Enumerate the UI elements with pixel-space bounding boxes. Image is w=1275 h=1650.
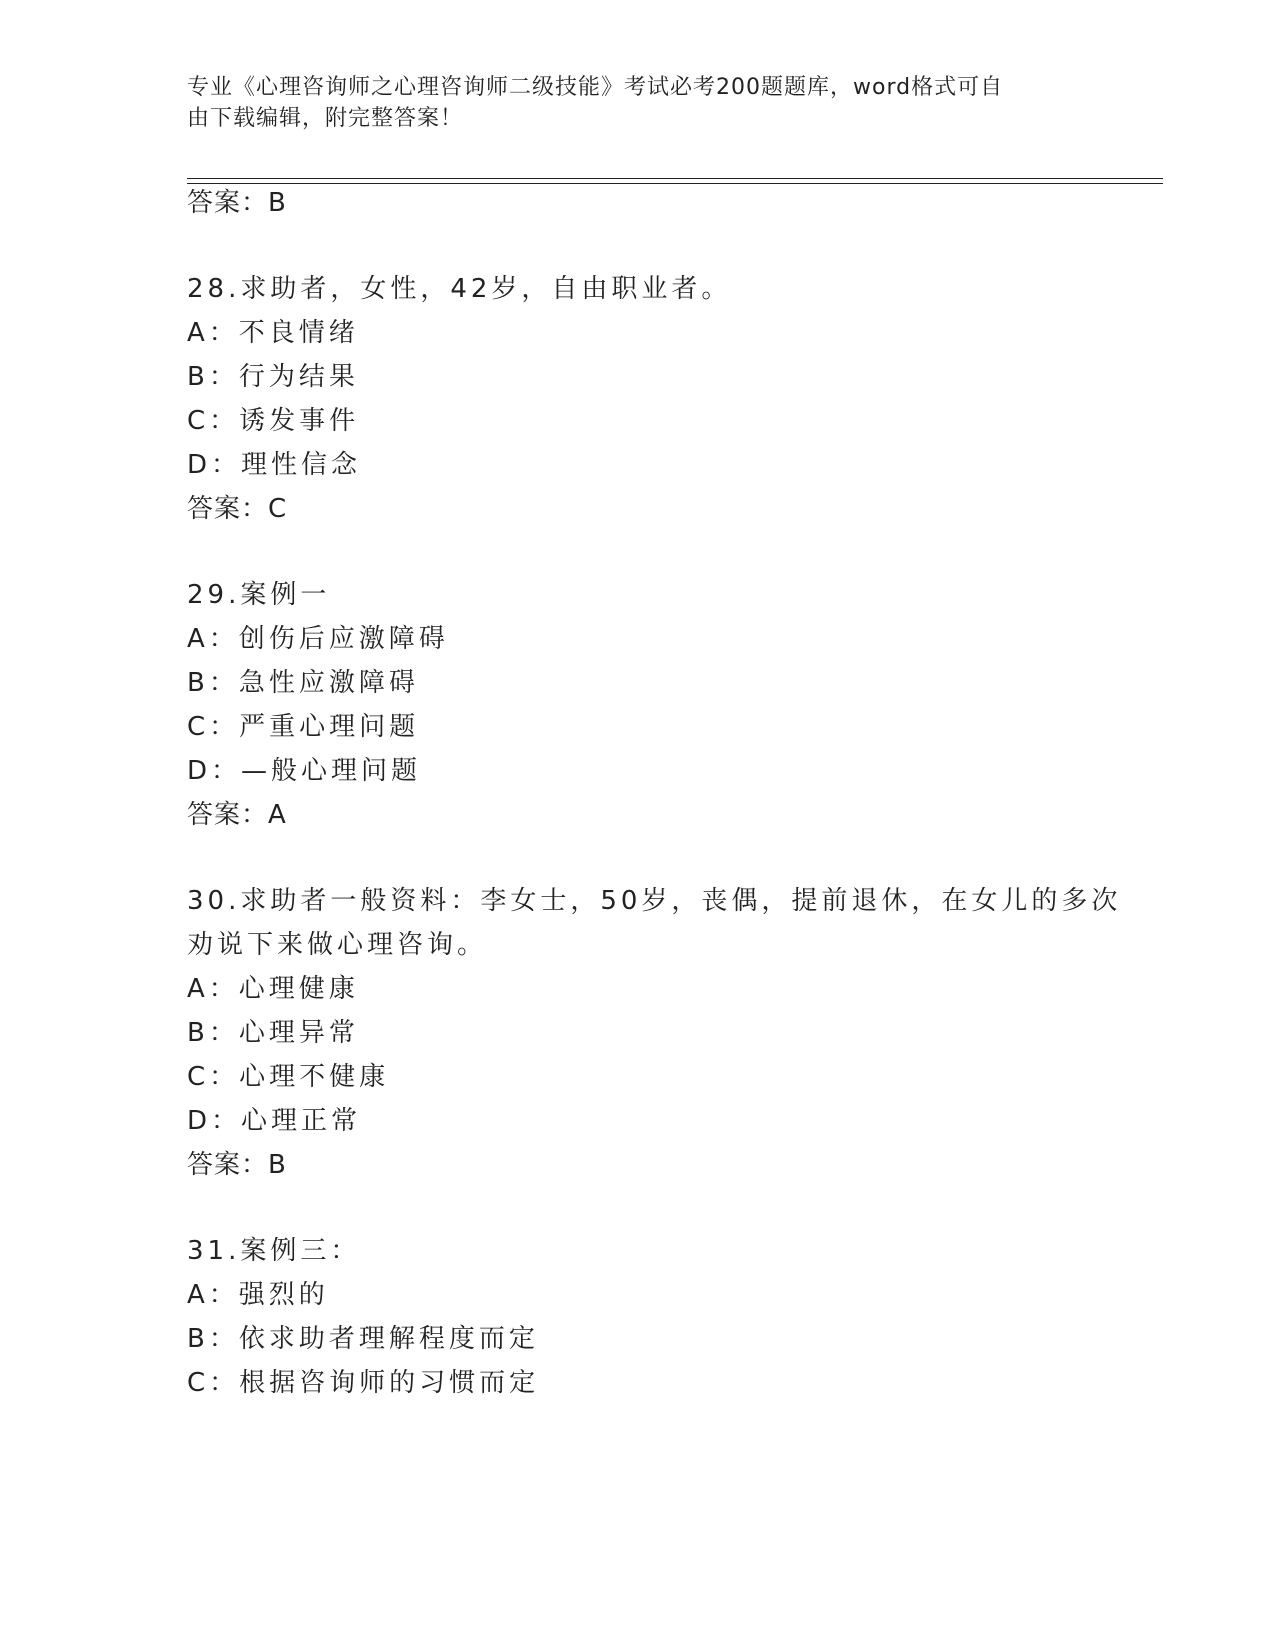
question-29-option-c: C：严重心理问题 [187,712,420,742]
question-28-option-b: B：行为结果 [187,362,359,392]
question-31-option-a: A：强烈的 [187,1280,329,1310]
answer-27: 答案：B [187,188,287,218]
question-31-option-b: B：依求助者理解程度而定 [187,1324,539,1354]
question-31-option-c: C：根据咨询师的习惯而定 [187,1368,540,1398]
document-header [187,72,1087,134]
header-divider-bottom [187,183,1163,184]
question-28-answer: 答案：C [187,494,288,524]
question-30-option-d: D：心理正常 [187,1106,362,1136]
question-30-answer: 答案：B [187,1150,287,1180]
question-29-answer: 答案：A [187,800,287,830]
header-line-1: 专业《心理咨询师之心理咨询师二级技能》考试必考200题题库，word格式可自 [187,75,1004,100]
question-29-option-b: B：急性应激障碍 [187,668,419,698]
question-29-option-d: D：—般心理问题 [187,756,422,786]
header-line-2: 由下载编辑，附完整答案！ [187,106,464,131]
question-30-stem-line-1: 30.求助者一般资料：李女士，50岁，丧偶，提前退休，在女儿的多次 [187,886,1122,916]
question-28-option-a: A：不良情绪 [187,318,359,348]
question-28-option-c: C：诱发事件 [187,406,360,436]
question-31-stem: 31.案例三： [187,1236,361,1266]
header-divider-top [187,178,1163,179]
question-30-option-b: B：心理异常 [187,1018,359,1048]
question-30-option-c: C：心理不健康 [187,1062,390,1092]
question-29-stem: 29.案例一 [187,580,331,610]
question-28-option-d: D：理性信念 [187,450,362,480]
question-30-option-a: A：心理健康 [187,974,359,1004]
question-30-stem-line-2: 劝说下来做心理咨询。 [187,930,488,960]
question-29-option-a: A：创伤后应激障碍 [187,624,449,654]
question-28-stem: 28.求助者，女性，42岁，自由职业者。 [187,274,732,304]
